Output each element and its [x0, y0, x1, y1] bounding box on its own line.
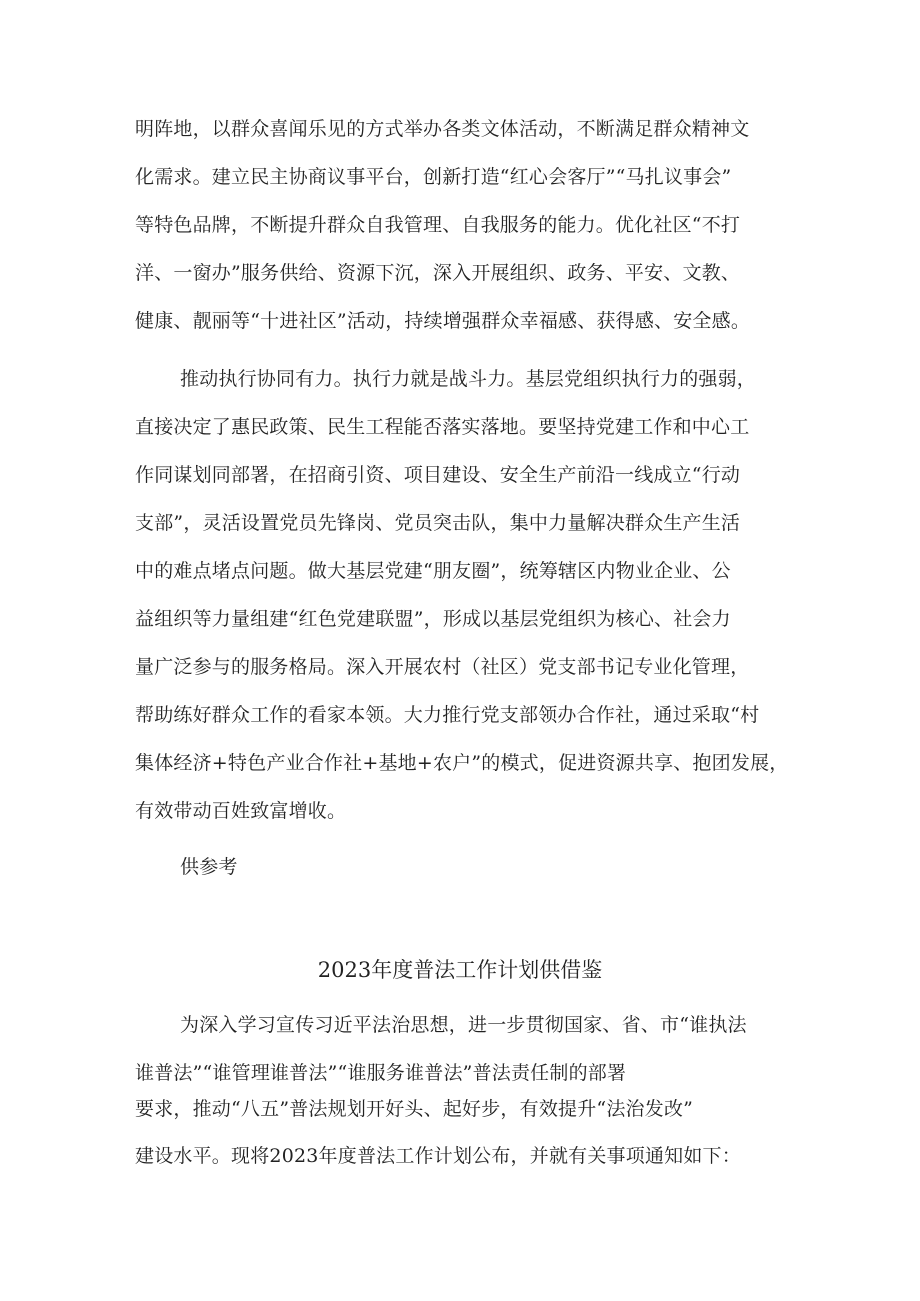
text-line: 中的难点堵点问题。做大基层党建“朋友圈”，统筹辖区内物业企业、公 [135, 560, 731, 582]
text-line: 健康、靓丽等“十进社区”活动，持续增强群众幸福感、获得感、安全感。 [135, 310, 751, 332]
text-line: 作同谋划同部署，在招商引资、项目建设、安全生产前沿一线成立“行动 [135, 464, 741, 486]
text-line: 集体经济+特色产业合作社+基地+农户”的模式，促进资源共享、抱团发展， [135, 752, 789, 774]
text-line: 支部”，灵活设置党员先锋岗、党员突击队，集中力量解决群众生产生活 [135, 512, 741, 534]
text-line: 为深入学习宣传习近平法治思想，进一步贯彻国家、省、市“谁执法 [180, 1014, 747, 1036]
text-line: 要求，推动“八五”普法规划开好头、起好步，有效提升“法治发改” [135, 1098, 694, 1120]
text-line: 有效带动百姓致富增收。 [135, 800, 347, 822]
text-line: 化需求。建立民主协商议事平台，创新打造“红心会客厅”“马扎议事会” [135, 166, 732, 188]
text-line: 明阵地，以群众喜闻乐见的方式举办各类文体活动，不断满足群众精神文 [135, 118, 750, 140]
text-line: 直接决定了惠民政策、民生工程能否落实落地。要坚持党建工作和中心工 [135, 416, 750, 438]
text-line: 谁普法”“谁管理谁普法”“谁服务谁普法”普法责任制的部署 [135, 1062, 627, 1084]
reference-note: 供参考 [180, 856, 238, 878]
text-line: 量广泛参与的服务格局。深入开展农村（社区）党支部书记专业化管理， [135, 656, 750, 678]
text-line: 益组织等力量组建“红色党建联盟”，形成以基层党组织为核心、社会力 [135, 608, 731, 630]
text-line: 推动执行协同有力。执行力就是战斗力。基层党组织执行力的强弱， [180, 368, 757, 390]
text-line: 建设水平。现将2023年度普法工作计划公布，并就有关事项通知如下： [135, 1145, 741, 1167]
text-line: 等特色品牌，不断提升群众自我管理、自我服务的能力。优化社区“不打 [135, 214, 741, 236]
text-line: 帮助练好群众工作的看家本领。大力推行党支部领办合作社，通过采取“村 [135, 704, 760, 726]
section-title: 2023年度普法工作计划供借鉴 [317, 958, 603, 982]
text-line: 洋、一窗办”服务供给、资源下沉，深入开展组织、政务、平安、文教、 [135, 262, 741, 284]
